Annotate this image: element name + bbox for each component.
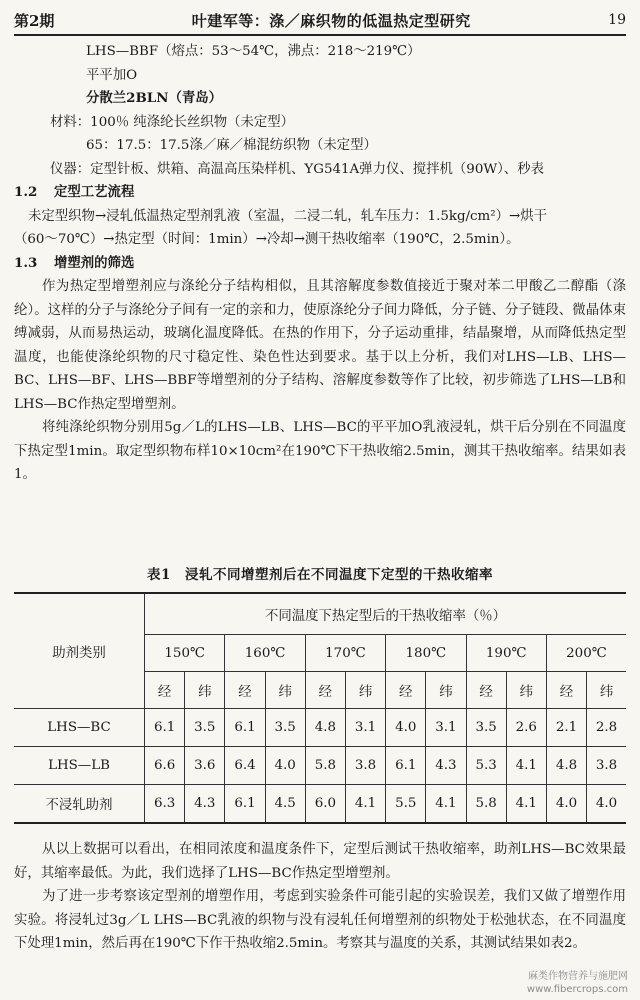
table-cell: 4.5	[265, 785, 305, 824]
table-cell: 5.5	[386, 785, 426, 824]
table-cell: 4.8	[305, 709, 345, 747]
page-number: 19	[608, 12, 626, 28]
table-cell: 4.3	[426, 747, 466, 785]
warp-header: 经	[305, 672, 345, 709]
weft-header: 纬	[587, 672, 626, 709]
running-title: 叶建军等：涤／麻织物的低温热定型研究	[191, 11, 471, 30]
conclusion-block	[14, 838, 626, 956]
section-heading-1-3	[14, 252, 626, 276]
table-row	[14, 747, 626, 785]
table-cell: 4.0	[386, 709, 426, 747]
table-cell: 4.1	[426, 785, 466, 824]
table-cell: 4.0	[546, 785, 586, 824]
table-cell: 3.1	[345, 709, 385, 747]
table-caption: 表1 浸轧不同增塑剂后在不同温度下定型的干热收缩率	[147, 567, 493, 583]
warp-header: 经	[466, 672, 506, 709]
weft-header: 纬	[506, 672, 546, 709]
watermark	[527, 970, 628, 996]
table-cell: 6.1	[386, 747, 426, 785]
table-cell: 3.5	[265, 709, 305, 747]
page-header	[14, 6, 626, 36]
table-cell: 4.1	[506, 785, 546, 824]
warp-header: 经	[225, 672, 265, 709]
table-cell: 3.5	[185, 709, 225, 747]
section-number: 1.2	[14, 184, 38, 200]
row-label: LHS—BC	[14, 709, 145, 747]
row-label: LHS—LB	[14, 747, 145, 785]
table-cell: 6.3	[145, 785, 185, 824]
issue-number: 第2期	[14, 11, 55, 30]
table-row	[14, 785, 626, 824]
process-line: 未定型织物→浸轧低温热定型剂乳液（室温，二浸二轧，轧车压力：1.5kg/cm²）→烘干	[28, 208, 547, 224]
warp-header: 经	[546, 672, 586, 709]
warp-header: 经	[145, 672, 185, 709]
material-item: 平平加O	[86, 67, 138, 83]
section-title: 定型工艺流程	[54, 184, 135, 200]
table-cell: 2.8	[587, 709, 626, 747]
materials-line: 材料：100％ 纯涤纶长丝织物（未定型）	[50, 114, 295, 130]
temperature-header: 180℃	[386, 635, 466, 672]
table-cell: 4.3	[185, 785, 225, 824]
weft-header: 纬	[185, 672, 225, 709]
section-title: 增塑剂的筛选	[54, 254, 135, 271]
temperature-header: 170℃	[305, 635, 385, 672]
section-heading-1-2	[14, 181, 626, 205]
table-cell: 6.0	[305, 785, 345, 824]
table-cell: 4.1	[506, 747, 546, 785]
temperature-header: 160℃	[225, 635, 305, 672]
table-cell: 2.6	[506, 709, 546, 747]
warp-header: 经	[386, 672, 426, 709]
temperature-header: 150℃	[145, 635, 225, 672]
paragraph: 作为热定型增塑剂应与涤纶分子结构相似，且其溶解度参数值接近于聚对苯二甲酸乙二醇酯（涤纶）。这样的分子与涤纶分子间有一定的亲和力，使原涤纶分子间力降低，分子链、分子链段、微晶体束缚减弱，从而易热运动，玻璃化温度降低。在热的作用下，分子运动重排，结晶聚增，从而降低热定型温度，也能使涤纶织物的尺寸稳定性、染色性达到要求。基于以上分析，我们对LHS—LB、LHS—BC、LHS—BF、LHS—BBF等增塑剂的分子结构、溶解度参数等作了比较，初步筛选了LHS—LB和LHS—BC作热定型增塑剂。	[14, 279, 626, 412]
row-label: 不浸轧助剂	[14, 785, 145, 824]
weft-header: 纬	[426, 672, 466, 709]
group-header: 不同温度下热定型后的干热收缩率（％）	[145, 593, 627, 635]
shrinkage-table	[14, 592, 626, 824]
table-cell: 4.1	[345, 785, 385, 824]
table-cell: 3.6	[185, 747, 225, 785]
materials-blend: 65：17.5：17.5涤／麻／棉混纺织物（未定型）	[86, 138, 377, 153]
paragraph: 将纯涤纶织物分别用5g／L的LHS—LB、LHS—BC的平平加O乳液浸轧，烘干后分别在不同温度下热定型1min。取定型织物布样10×10cm²在190℃下干热收缩2.5min，测其干热收缩率。结果如表1。	[14, 420, 626, 482]
table-cell: 3.1	[426, 709, 466, 747]
table-cell: 3.8	[587, 747, 626, 785]
table-cell: 6.6	[145, 747, 185, 785]
temperature-header: 190℃	[466, 635, 546, 672]
table-cell: 5.3	[466, 747, 506, 785]
paragraph: 为了进一步考察该定型剂的增塑作用，考虑到实验条件可能引起的实验误差，我们又做了增塑作用实验。将浸轧过3g／L LHS—BC乳液的织物与没有浸轧任何增塑剂的织物处于松弛状态，在不同温度下处理1min，然后再在190℃下作干热收缩2.5min。考察其与温度的关系，其测试结果如表2。	[14, 889, 626, 951]
table-cell: 4.0	[265, 747, 305, 785]
section-number: 1.3	[14, 254, 38, 271]
material-item: 分散兰2BLN（青岛）	[86, 90, 223, 106]
table-cell: 6.4	[225, 747, 265, 785]
table-cell: 5.8	[305, 747, 345, 785]
table-cell: 4.8	[546, 747, 586, 785]
table-cell: 3.5	[466, 709, 506, 747]
table-cell: 4.0	[587, 785, 626, 824]
materials-block	[14, 40, 626, 487]
table-row	[14, 709, 626, 747]
watermark-line: www.fibercrops.com	[526, 984, 628, 995]
paragraph: 从以上数据可以看出，在相同浓度和温度条件下，定型后测试干热收缩率，助剂LHS—BC效果最好，其缩率最低。为此，我们选择了LHS—BC作热定型增塑剂。	[14, 842, 626, 881]
weft-header: 纬	[345, 672, 385, 709]
weft-header: 纬	[265, 672, 305, 709]
instruments-line: 仪器：定型针板、烘箱、高温高压染样机、YG541A弹力仪、搅拌机（90W）、秒表	[50, 161, 544, 177]
watermark-line: 麻类作物营养与施肥网	[528, 971, 628, 982]
row-header: 助剂类别	[14, 593, 145, 709]
table-cell: 2.1	[546, 709, 586, 747]
table-cell: 6.1	[225, 709, 265, 747]
process-line: （60～70℃）→热定型（时间：1min）→冷却→测干热收缩率（190℃，2.5min）。	[14, 232, 520, 247]
temperature-header: 200℃	[546, 635, 626, 672]
table-cell: 6.1	[225, 785, 265, 824]
table-cell: 3.8	[345, 747, 385, 785]
table-cell: 6.1	[145, 709, 185, 747]
table-cell: 5.8	[466, 785, 506, 824]
material-item: LHS—BBF（熔点：53～54℃，沸点：218～219℃）	[86, 44, 421, 59]
